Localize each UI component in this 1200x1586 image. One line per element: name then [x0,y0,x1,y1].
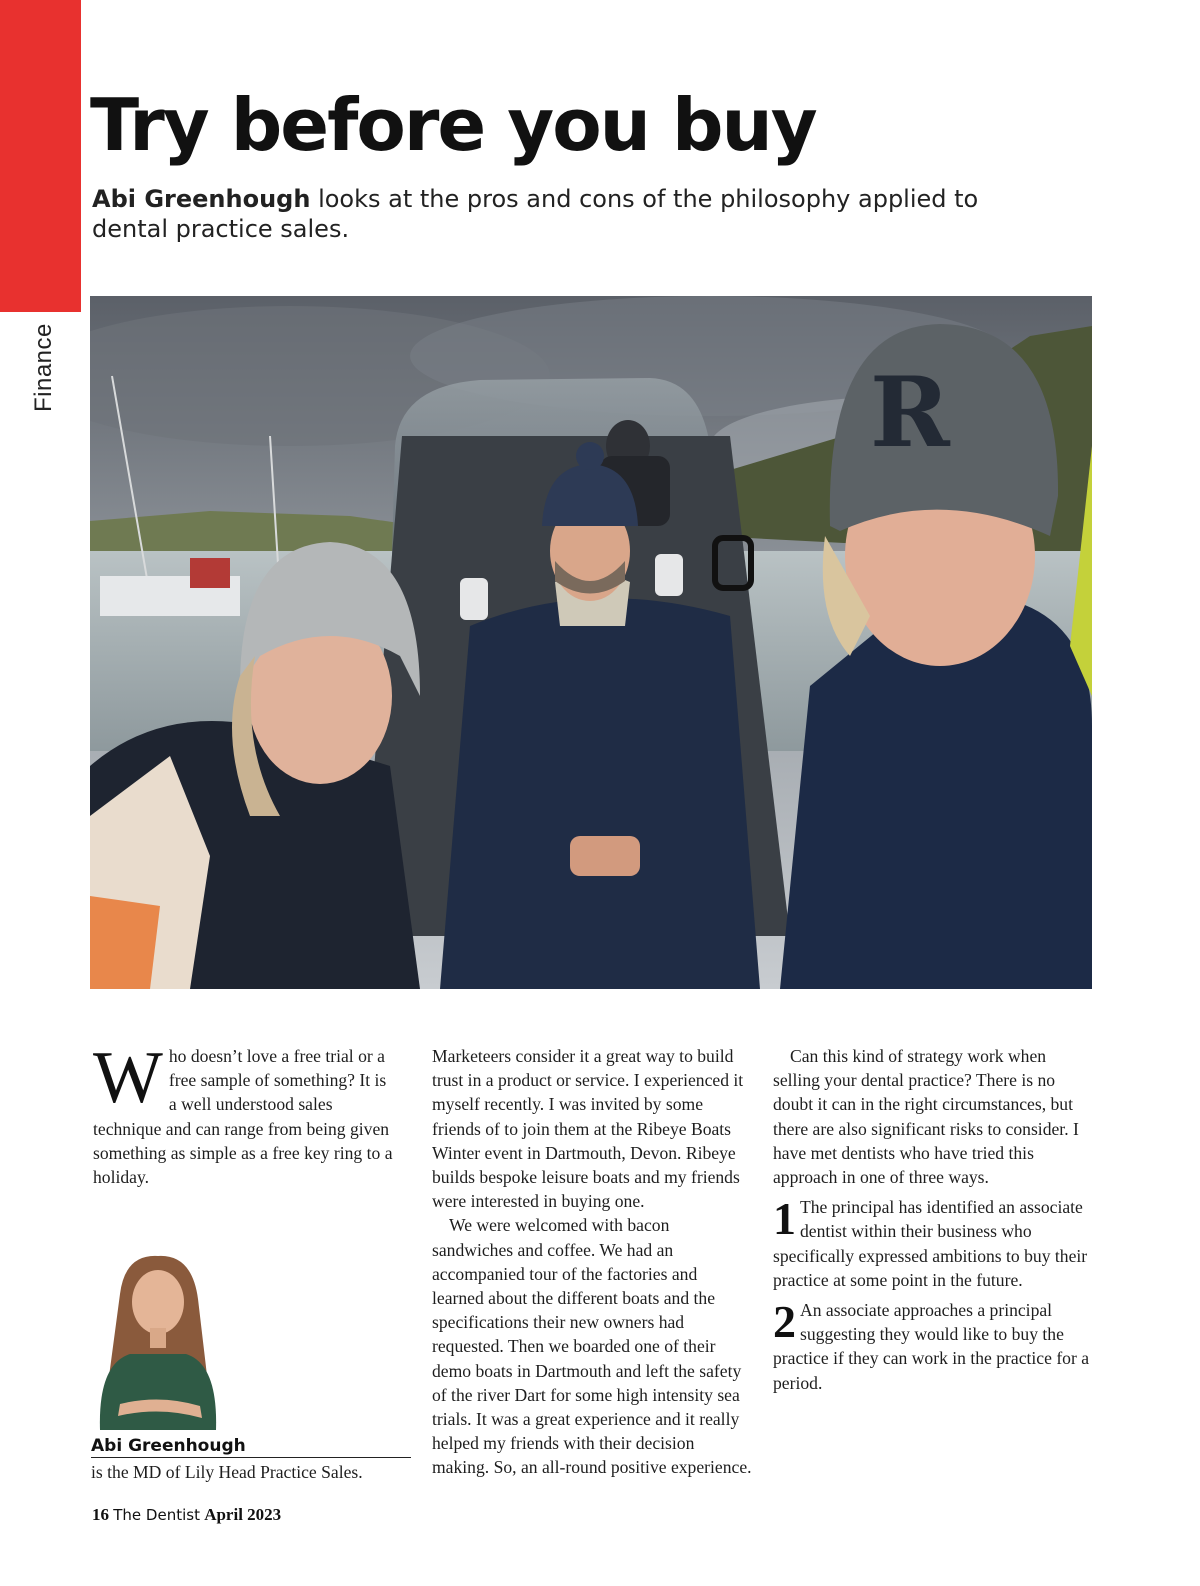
standfirst-text: looks at the pros and cons of the philosophy applied to dental practice sales. [92,185,979,243]
author-photo [90,1254,225,1430]
numbered-item-2 [773,1298,1093,1395]
page-number: 16 [92,1505,109,1524]
hero-beanie-logo: R [870,356,950,469]
article-paragraph-1-text: ho doesn’t love a free trial or a free sample of something? It is a well understood sales technique and can range from being given something as simple as a free key ring to a holiday. [93,1046,393,1188]
section-accent-bar [0,0,81,312]
page-footer [92,1505,281,1525]
author-role: is the MD of Lily Head Practice Sales. [91,1462,363,1482]
numbered-item-1 [773,1195,1093,1292]
issue-date: April 2023 [204,1505,282,1524]
numbered-item-1-text: The principal has identified an associate dentist within their business who specifically expressed ambitions to buy their practice at some point in the future. [773,1197,1088,1290]
section-label: Finance [30,323,57,412]
numbered-item-2-text: An associate approaches a principal suggesting they would like to buy the practice if they can work in the practice for a period. [773,1300,1090,1393]
article-standfirst [92,184,1022,244]
article-column-1 [93,1037,393,1189]
article-title: Try before you buy [90,83,816,167]
magazine-name: The Dentist [113,1506,200,1524]
article-paragraph-1 [93,1037,393,1189]
article-paragraph-3: We were welcomed with bacon sandwiches and coffee. We had an accompanied tour of the factories and learned about the different boats and the specifications their new owners had requested. Then we boarded one of their demo boats in Dartmouth and left the safety of the river Dart for some high intensity sea trials. It was a great experience and it really helped my friends with their decision making. So, an all-round positive experience. [432,1215,752,1478]
numbered-item-2-number: 2 [773,1296,796,1348]
drop-cap: W [93,1037,163,1119]
article-paragraph-4: Can this kind of strategy work when selling your dental practice? There is no doubt it can in the right circumstances, but there are also significant risks to consider. I have met dentists who have tried this approach in one of three ways. [773,1046,1079,1188]
hero-photo [90,296,1092,989]
author-name: Abi Greenhough [91,1436,411,1458]
standfirst-author: Abi Greenhough [92,185,311,213]
article-paragraph-2: Marketeers consider it a great way to build trust in a product or service. I experienced it myself recently. I was invited by some friends of to join them at the Ribeye Boats Winter event in Dartmouth, Devon. Ribeye builds bespoke leisure boats and my friends were interested in buying one. [432,1046,744,1212]
numbered-item-1-number: 1 [773,1193,796,1245]
article-column-2 [432,1044,752,1480]
article-column-3 [773,1044,1093,1395]
